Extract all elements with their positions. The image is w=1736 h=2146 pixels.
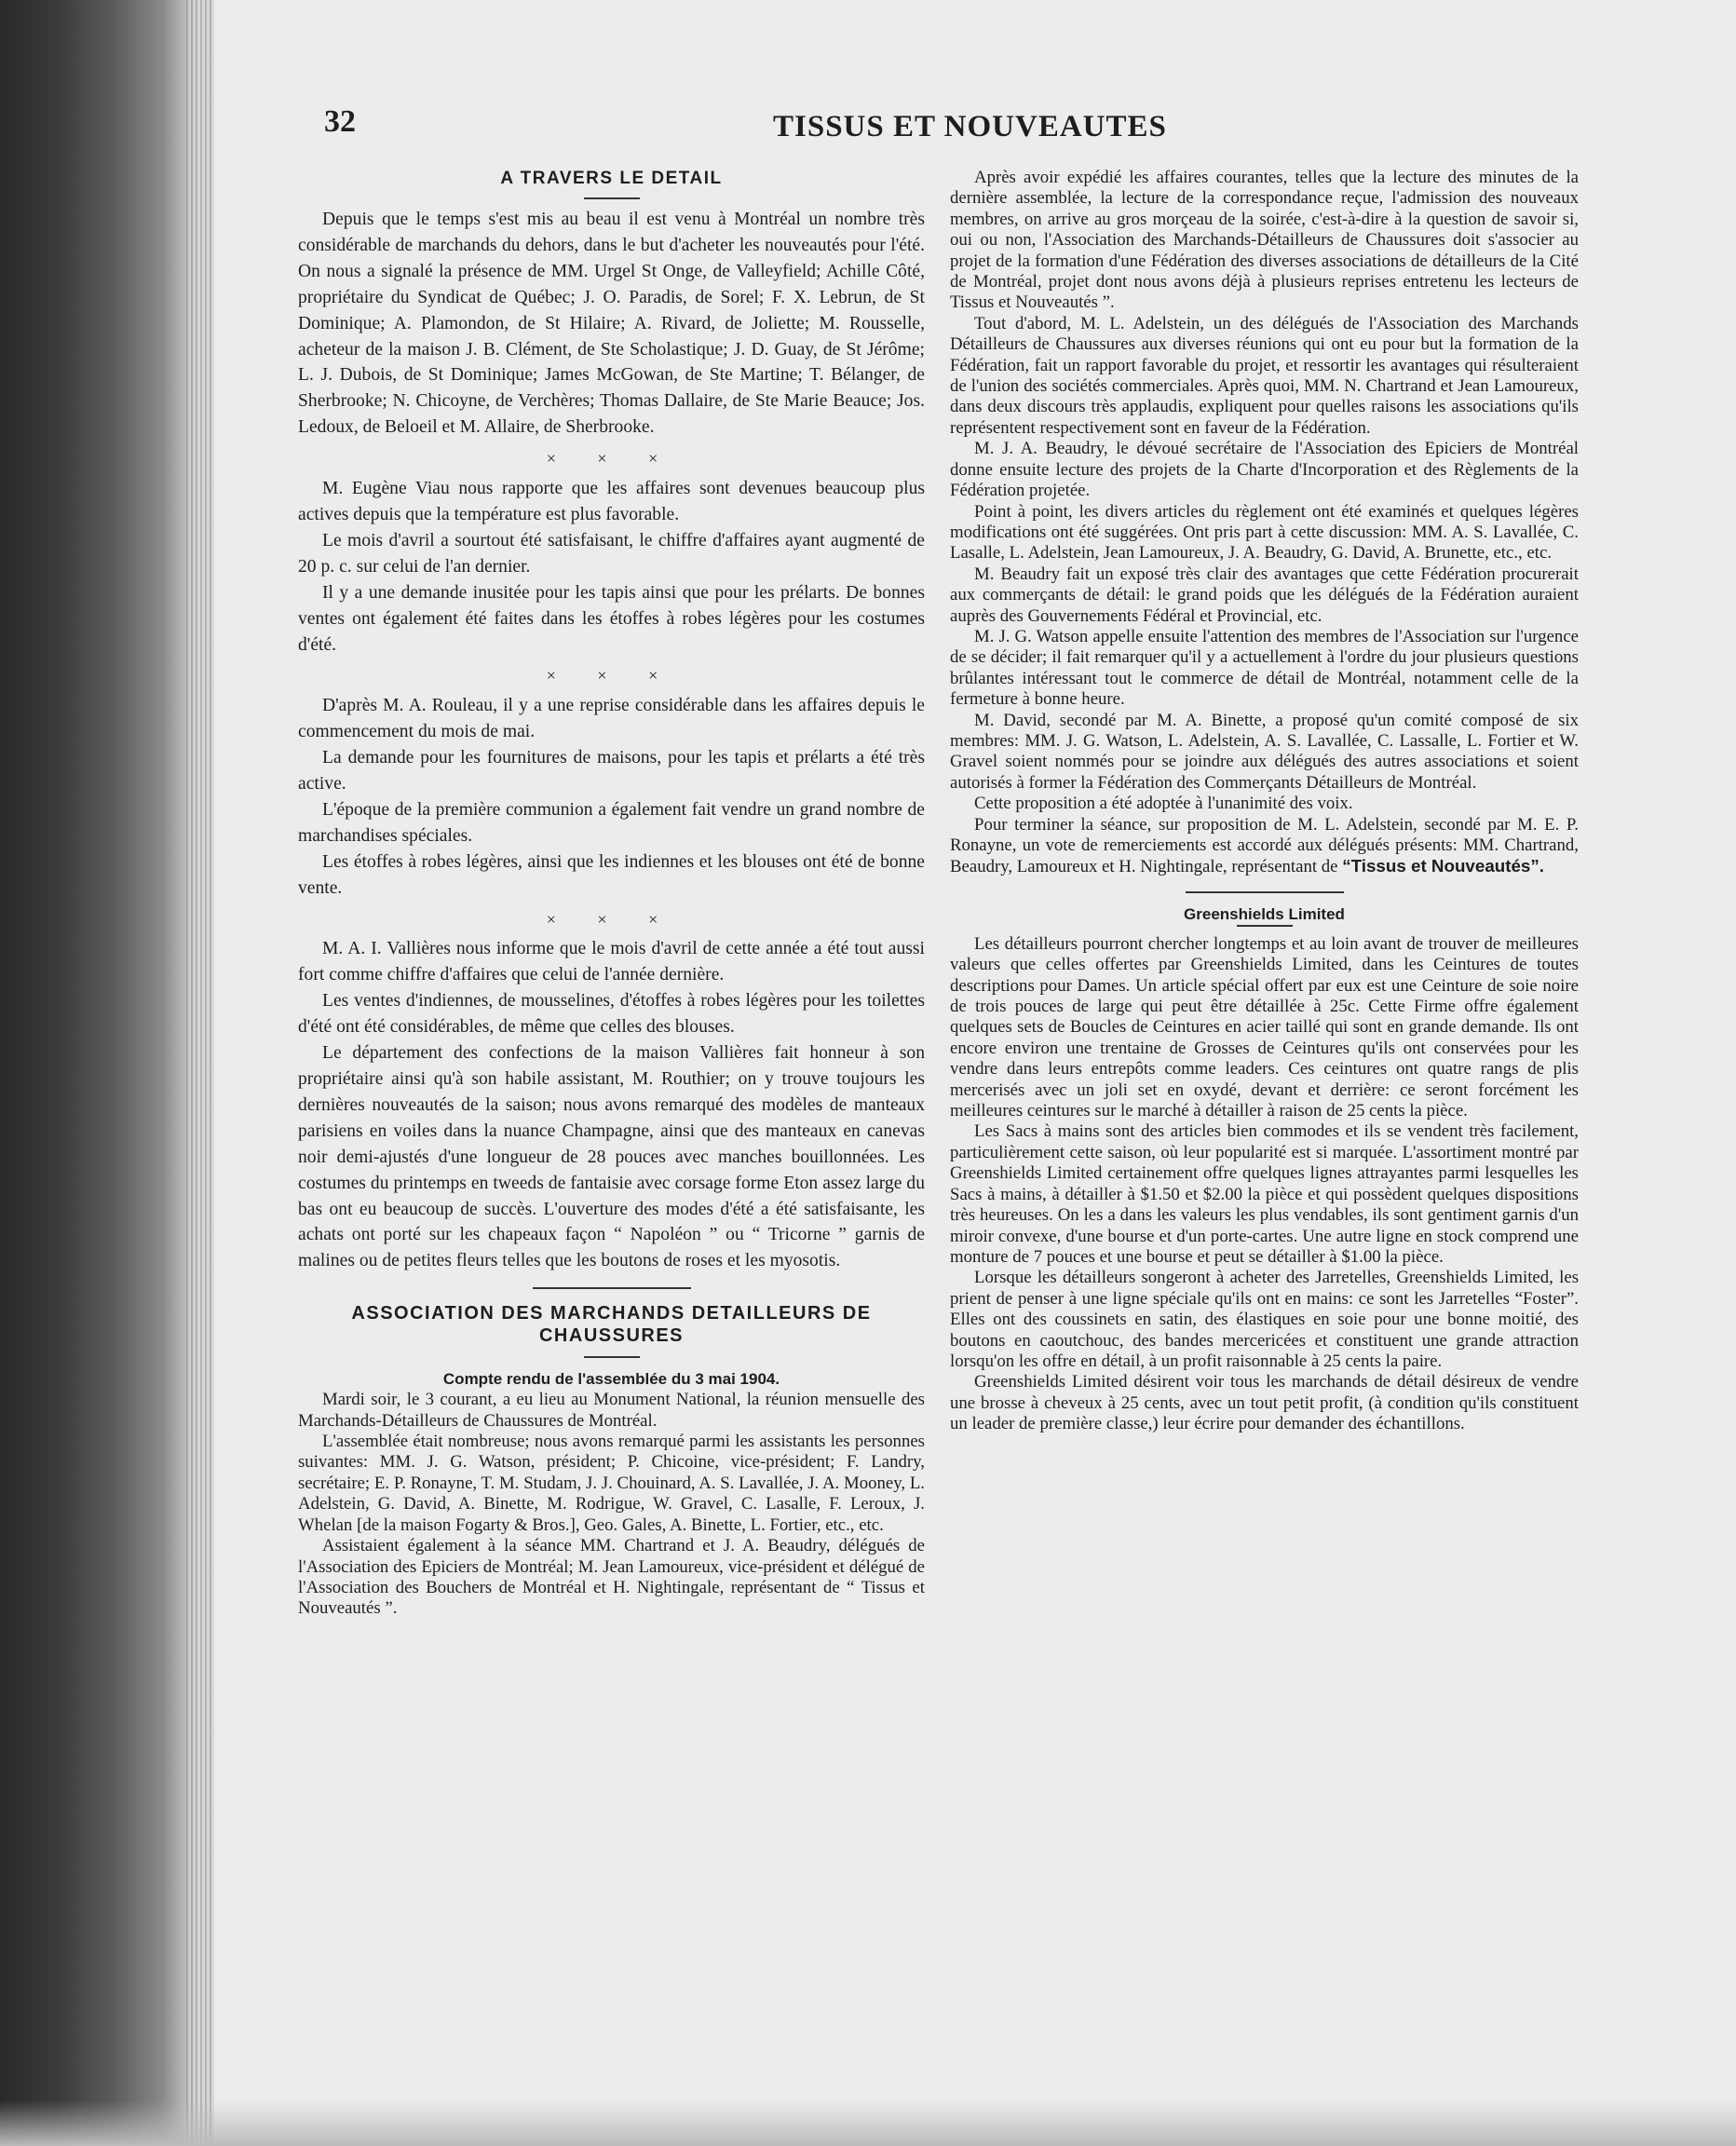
section-rule	[533, 1287, 691, 1289]
paragraph: Les ventes d'indiennes, de mousselines, d'étoffes à robes légères pour les toilettes d'été ont été considérables, de même que celles des blouses.	[298, 991, 925, 1038]
section-title-greenshields: Greenshields Limited	[1184, 904, 1345, 923]
publication-name: “Tissus et Nouveautés”.	[1342, 856, 1544, 876]
title-rule	[584, 197, 640, 199]
paragraph: M. Eugène Viau nous rapporte que les affaires sont devenues beaucoup plus actives depuis que la température est plus favorable.	[298, 479, 925, 524]
paragraph: Greenshields Limited désirent voir tous les marchands de détail désireux de vendre une brosse à cheveux à 25 cents, avec un tout petit profit, (à condition qu'ils constituent un leader de première classe,) leur écrire pour demander des échantillons.	[950, 1372, 1579, 1434]
paragraph	[950, 815, 1579, 878]
page-edges	[186, 0, 214, 2146]
page-number: 32	[324, 104, 356, 139]
paragraph: M. Beaudry fait un exposé très clair des avantages que cette Fédération procurerait aux commerçants de détail: le grand poids que les délégués de la Fédération auraient auprès des Gouvernements Fédéral et Provincial, etc.	[950, 564, 1579, 626]
paragraph: Après avoir expédié les affaires courantes, telles que la lecture des minutes de la dernière assemblée, la lecture de la correspondance reçue, l'admission des nouveaux membres, on arrive au gros morçeau de la soirée, c'est-à-dire à la question de savoir si, oui ou non, l'Association des Marchands-Détailleurs de Chaussures doit s'associer au projet de la formation d'une Fédération des diverses associations de détailleurs de la Cité de Montréal, projet dont nous avons déjà à plusieurs reprises entretenu les lecteurs de Tissus et Nouveautés ”.	[950, 168, 1579, 313]
book-spine-shadow	[0, 0, 196, 2146]
paragraph: Point à point, les divers articles du règlement ont été examinés et quelques légères modifications ont été suggérées. Ont pris part à cette discussion: MM. A. S. Lavallée, C. Lasalle, L. Adelstein, Jean Lamoureux, J. A. Beaudry, G. David, A. Brunette, etc., etc.	[950, 501, 1579, 564]
paragraph: M. David, secondé par M. A. Binette, a proposé qu'un comité composé de six membres: MM. J. G. Watson, L. Adelstein, A. S. Lavallée, C. Lassalle, L. Fortier et W. Gravel soient nommés pour se joindre aux délégués des autres associations et soient autorisés à former la Fédération des Commerçants Détailleurs de Montréal.	[950, 710, 1579, 793]
paragraph: Assistaient également à la séance MM. Chartrand et J. A. Beaudry, délégués de l'Association des Epiciers de Montréal; M. Jean Lamoureux, vice-président et délégué de l'Association des Bouchers de Montréal et H. Nightingale, représentant de “ Tissus et Nouveautés ”.	[298, 1536, 925, 1619]
magazine-page	[214, 0, 1736, 2146]
paragraph: Le département des confections de la maison Vallières fait honneur à son propriétaire ainsi qu'à son habile assistant, M. Routhier; on y trouve toujours les dernières nouveautés de la saison; nous avons remarqué des modèles de manteaux parisiens en voiles dans la nuance Champagne, ainsi que des manteaux en canevas noir demi-ajustés d'une longueur de 28 pouces avec manches bouillonnées. Les costumes du printemps en tweeds de fantaisie avec corsage forme Eton assez large du bas ont eu beaucoup de succès. L'ouverture des modes d'été a été satisfaisante, les achats ont porté sur les chapeaux façon “ Napoléon ” ou “ Tricorne ” garnis de malines ou de petites fleurs telles que les boutons de roses et les myosotis.	[298, 1043, 925, 1271]
right-column	[950, 168, 1579, 1435]
paragraph: Depuis que le temps s'est mis au beau il est venu à Montréal un nombre très considérable de marchands du dehors, dans le but d'acheter les nouveautés pour l'été. On nous a signalé la présence de MM. Urgel St Onge, de Valleyfield; Achille Côté, propriétaire du Syndicat de Québec; J. O. Paradis, de Sorel; F. X. Lebrun, de St Dominique; A. Plamondon, de St Hilaire; A. Rivard, de Joliette; M. Rousselle, acheteur de la maison J. B. Clément, de Ste Scholastique; J. D. Guay, de St Jérôme; L. J. Dubois, de St Dominique; James McGowan, de Ste Martine; T. Bélanger, de Sherbrooke; N. Chicoyne, de Verchères; Thomas Dallaire, de Ste Marie Beauce; Jos. Ledoux, de Beloeil et M. Allaire, de Sherbrooke.	[298, 210, 925, 438]
paragraph: D'après M. A. Rouleau, il y a une reprise considérable dans les affaires depuis le commencement du mois de mai.	[298, 696, 925, 742]
title-rule	[1237, 925, 1293, 927]
section-separator: × × ×	[546, 449, 677, 469]
section-title-detail: A TRAVERS LE DETAIL	[500, 169, 723, 188]
subheading-compte-rendu: Compte rendu de l'assemblée du 3 mai 1904.	[442, 1370, 780, 1389]
paragraph: M. J. A. Beaudry, le dévoué secrétaire de l'Association des Epiciers de Montréal donne ensuite lecture des projets de la Charte d'Incorporation et des Règlements de la Fédération projetée.	[950, 439, 1579, 501]
association-report	[298, 1390, 925, 1619]
paragraph: M. A. I. Vallières nous informe que le mois d'avril de cette année a été tout aussi fort comme chiffre d'affaires que celui de l'année dernière.	[298, 939, 925, 985]
section-rule	[1186, 891, 1344, 893]
paragraph: Les détailleurs pourront chercher longtemps et au loin avant de trouver de meilleures valeurs que celles offertes par Greenshields Limited, dans les Ceintures de toutes descriptions pour Dames. Un article spécial offert par eux est une Ceinture de soie noire de trois pouces de large qui peut être détaillée à 25c. Cette Firme offre également quelques sets de Boucles de Ceintures en acier taillé qui sont en grande demande. Ils ont encore environ une trentaine de Grosses de Ceintures qu'ils ont conservées pour les vendre dans leurs entrepôts comme leaders. Ces ceintures ont quatre rangs de plis mercerisés avec un joli set en oxydé, devant et derrière: ce seront forcément les meilleures ceintures sur le marché à détailler à raison de 25 cents la pièce.	[950, 933, 1579, 1121]
section-separator: × × ×	[546, 909, 677, 929]
paragraph: Tout d'abord, M. L. Adelstein, un des délégués de l'Association des Marchands Détailleurs de Chaussures aux diverses réunions qui ont eu pour but la formation de la Fédération, fait un rapport favorable du projet, et ressortir les avantages qui résulteraient de l'union des sociétés commerciales. Après quoi, MM. N. Chartrand et Jean Lamoureux, dans deux discours très applaudis, expliquent pour quelles raisons les associations qu'ils représentent respectivement sont en faveur de la Fédération.	[950, 313, 1579, 438]
paragraph: L'assemblée était nombreuse; nous avons remarqué parmi les assistants les personnes suivantes: MM. J. G. Watson, président; P. Chicoine, vice-président; F. Landry, secrétaire; E. P. Ronayne, T. M. Studam, J. J. Chouinard, A. S. Lavallée, J. A. Mooney, L. Adelstein, G. David, A. Binette, M. Rodrigue, W. Gravel, C. Lasalle, F. Leroux, J. Whelan [de la maison Fogarty & Bros.], Geo. Gales, A. Binette, L. Fortier, etc., etc.	[298, 1432, 925, 1535]
left-column	[298, 168, 925, 1620]
paragraph: Cette proposition a été adoptée à l'unanimité des voix.	[974, 794, 1353, 814]
paragraph: Mardi soir, le 3 courant, a eu lieu au Monument National, la réunion mensuelle des Marchands-Détailleurs de Chaussures de Montréal.	[298, 1390, 925, 1431]
section-separator: × × ×	[546, 666, 677, 686]
paragraph: Les étoffes à robes légères, ainsi que les indiennes et les blouses ont été de bonne vente.	[298, 851, 925, 898]
section-title-association: ASSOCIATION DES MARCHANDS DETAILLEURS DE CHAUSSURES	[351, 1303, 872, 1347]
paragraph-text: Pour terminer la séance, sur proposition de M. L. Adelstein, secondé par M. E. P. Ronayne, un vote de remerciements est accordé aux délégués présents: MM. Chartrand, Beaudry, Lamoureux et H. Nightingale, représentant de	[950, 814, 1579, 877]
paragraph: Les Sacs à mains sont des articles bien commodes et ils se vendent très facilement, particulièrement cette saison, où leur popularité est si marquée. L'assortiment montré par Greenshields Limited certainement offre quelques lignes attrayantes parmi lesquelles les Sacs à mains, à détailler à $1.50 et $2.00 la pièce et qui possèdent quelques dispositions très heureuses. On les a dans les valeurs les plus vendables, ils sont gentiment garnis d'un miroir convexe, d'une bourse et d'un porte-cartes. Une autre ligne en stock comprend une monture de 7 pouces et une bourse et peut se détailler à $1.00 la pièce.	[950, 1121, 1579, 1267]
paragraph: Le mois d'avril a sourtout été satisfaisant, le chiffre d'affaires ayant augmenté de 20 p. c. sur celui de l'an dernier.	[298, 530, 925, 577]
paragraph: M. J. G. Watson appelle ensuite l'attention des membres de l'Association sur l'urgence de se décider; il fait remarquer qu'il y a actuellement à l'ordre du jour plusieurs questions brûlantes intéressant tout le commerce de détail de Montréal, notamment celle de la fermeture à bonne heure.	[950, 626, 1579, 710]
paragraph: L'époque de la première communion a également fait vendre un grand nombre de marchandises spéciales.	[298, 799, 925, 846]
paragraph: Il y a une demande inusitée pour les tapis ainsi que pour les prélarts. De bonnes ventes ont également été faites dans les étoffes à robes légères pour les costumes d'été.	[298, 582, 925, 655]
paragraph: Lorsque les détailleurs songeront à acheter des Jarretelles, Greenshields Limited, les prient de penser à une ligne spéciale qu'ils ont en mains: ce sont les Jarretelles “Foster”. Elles ont des coussinets en satin, des élastiques en soie pour une bonne moitié, des boutons en caoutchouc, des bandes mercericées et constituent une grande attraction lorsqu'on les offre en détail, à un profit raisonnable à 25 cents la paire.	[950, 1268, 1579, 1371]
title-rule	[584, 1356, 640, 1358]
bottom-shadow	[0, 2100, 1736, 2146]
paragraph: La demande pour les fournitures de maisons, pour les tapis et prélarts a été très active.	[298, 748, 925, 795]
running-head: TISSUS ET NOUVEAUTES	[773, 110, 1167, 143]
